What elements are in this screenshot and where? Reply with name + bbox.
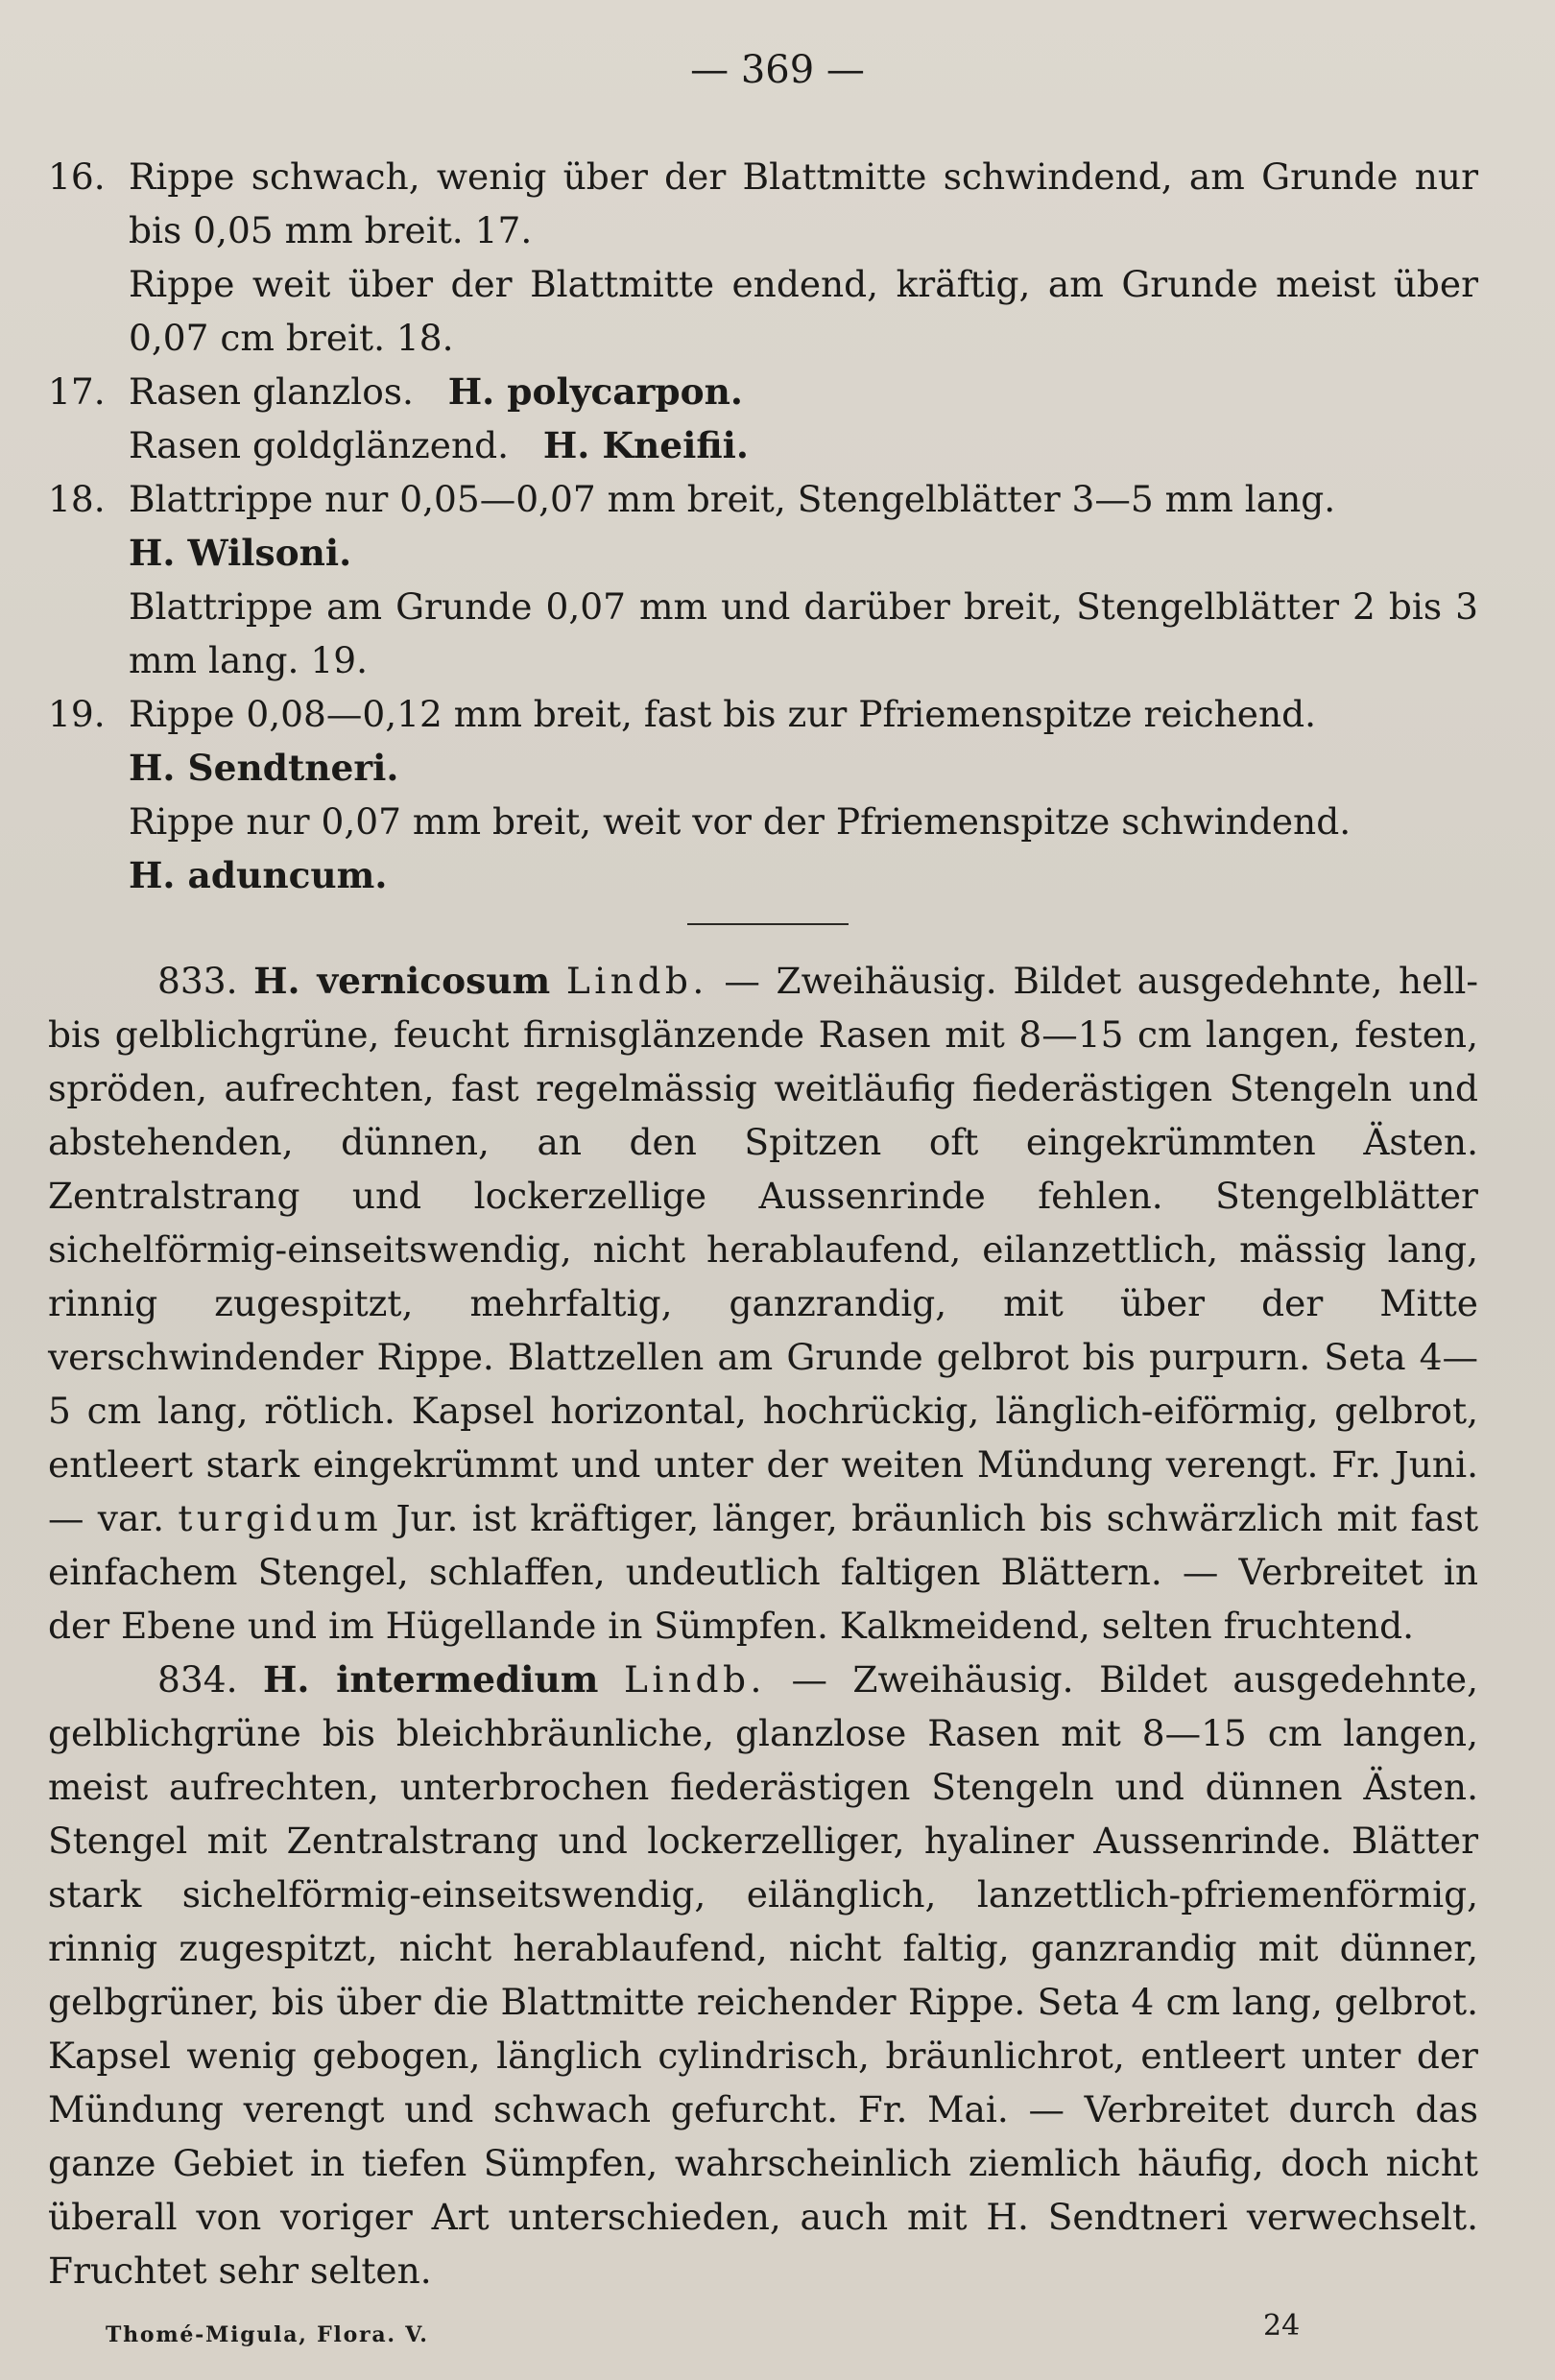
key-entry-17	[48, 365, 1478, 472]
species-descriptions	[48, 954, 1478, 2297]
key-text: Rasen goldglänzend.	[129, 424, 510, 466]
key-alternative-b: Rippe weit über der Blattmitte endend, kräftig, am Grunde meist über 0,07 cm breit. 18.	[129, 263, 1478, 359]
key-entry-19	[48, 687, 1478, 902]
species-name: H. Kneifii.	[542, 424, 749, 466]
key-alternative-b: Blattrippe am Grunde 0,07 mm und darüber breit, Stengelblätter 2 bis 3 mm lang. 19.	[129, 585, 1478, 681]
species-name: H. intermedium	[262, 1658, 599, 1701]
key-entry-16	[48, 150, 1478, 365]
species-entry-834	[48, 1653, 1478, 2297]
species-name: H. aduncum.	[129, 854, 388, 896]
key-number: 18.	[48, 478, 106, 520]
species-name: H. Sendtneri.	[129, 747, 399, 789]
key-text: Rasen glanzlos.	[129, 370, 414, 413]
section-divider	[687, 923, 849, 925]
key-entry-18	[48, 472, 1478, 687]
species-entry-833	[48, 954, 1478, 1653]
identification-key	[48, 150, 1478, 902]
key-number: 17.	[48, 370, 106, 413]
gathering-number: 24	[1263, 2309, 1301, 2343]
species-description: — Zweihäusig. Bildet ausgedehnte, hell- bis gelblichgrüne, feucht firnisglänzende Rasen mit 8—15 cm langen, festen, spröden, aufrechten, fast regelmässig weitläufig fiederästigen Stengeln und abstehenden, dünnen, an den Spitzen oft eingekrümmten Ästen. Zentralstrang und lockerzellige Aussenrinde fehlen. Stengelblätter sichelförmig-einseitswendig, nicht herablaufend, eilanzettlich, mässig lang, rinnig zugespitzt, mehrfaltig, ganzrandig, mit über der Mitte verschwindender Rippe. Blattzellen am Grunde gelbrot bis purpurn. Seta 4—5 cm lang, rötlich. Kapsel horizontal, hochrückig, länglich-eiförmig, gelbrot, entleert stark eingekrümmt und unter der weiten Mündung verengt. Fr. Juni. — var.	[48, 960, 1479, 1539]
key-alternative-a: Blattrippe nur 0,05—0,07 mm breit, Stengelblätter 3—5 mm lang.	[129, 478, 1336, 520]
species-name: H. polycarpon.	[447, 370, 743, 413]
key-alternative-a: Rippe schwach, wenig über der Blattmitte schwindend, am Grunde nur bis 0,05 mm breit. 17.	[129, 155, 1478, 251]
species-description: — Zweihäusig. Bildet ausgedehnte, gelblichgrüne bis bleichbräunliche, glanzlose Rasen mit 8—15 cm langen, meist aufrechten, unterbrochen fiederästigen Stengeln und dünnen Ästen. Stengel mit Zentralstrang und lockerzelliger, hyaliner Aussenrinde. Blätter stark sichelförmig-einseitswendig, eilänglich, lanzettlich-pfriemenförmig, rinnig zugespitzt, nicht herablaufend, nicht faltig, ganzrandig mit dünner, gelbgrüner, bis über die Blattmitte reichender Rippe. Seta 4 cm lang, gelbrot. Kapsel wenig gebogen, länglich cylindrisch, bräunlichrot, entleert unter der Mündung verengt und schwach gefurcht. Fr. Mai. — Verbreitet durch das ganze Gebiet in tiefen Sümpfen, wahrscheinlich ziemlich häufig, doch nicht überall von voriger Art unterschieden, auch mit H. Sendtneri verwechselt. Fruchtet sehr selten.	[48, 1658, 1478, 2292]
species-author: Lindb.	[623, 1658, 766, 1701]
key-number: 16.	[48, 155, 106, 198]
page-number: — 369 —	[690, 48, 865, 92]
key-alternative-a: Rippe 0,08—0,12 mm breit, fast bis zur Pfriemenspitze reichend.	[129, 693, 1317, 735]
species-number: 833.	[157, 960, 238, 1002]
species-author: Lindb.	[565, 960, 708, 1002]
signature-mark: Thomé-Migula, Flora. V.	[106, 2322, 429, 2347]
variety-author: Jur.	[395, 1497, 459, 1539]
variety-description: ist kräftiger, länger, bräunlich bis schwärzlich mit fast einfachem Stengel, schlaffen, undeutlich faltigen Blättern. — Verbreitet in der Ebene und im Hügellande in Sümpfen. Kalkmeidend, selten fruchtend.	[48, 1497, 1479, 1647]
species-number: 834.	[157, 1658, 238, 1701]
species-name: H. Wilsoni.	[129, 532, 352, 574]
key-alternative-b: Rippe nur 0,07 mm breit, weit vor der Pfriemenspitze schwindend.	[129, 800, 1352, 843]
key-number: 19.	[48, 693, 106, 735]
key-alternative-b	[129, 418, 1478, 472]
species-name: H. vernicosum	[253, 960, 551, 1002]
variety-name: turgidum	[178, 1497, 383, 1539]
key-alternative-a	[129, 365, 1478, 418]
